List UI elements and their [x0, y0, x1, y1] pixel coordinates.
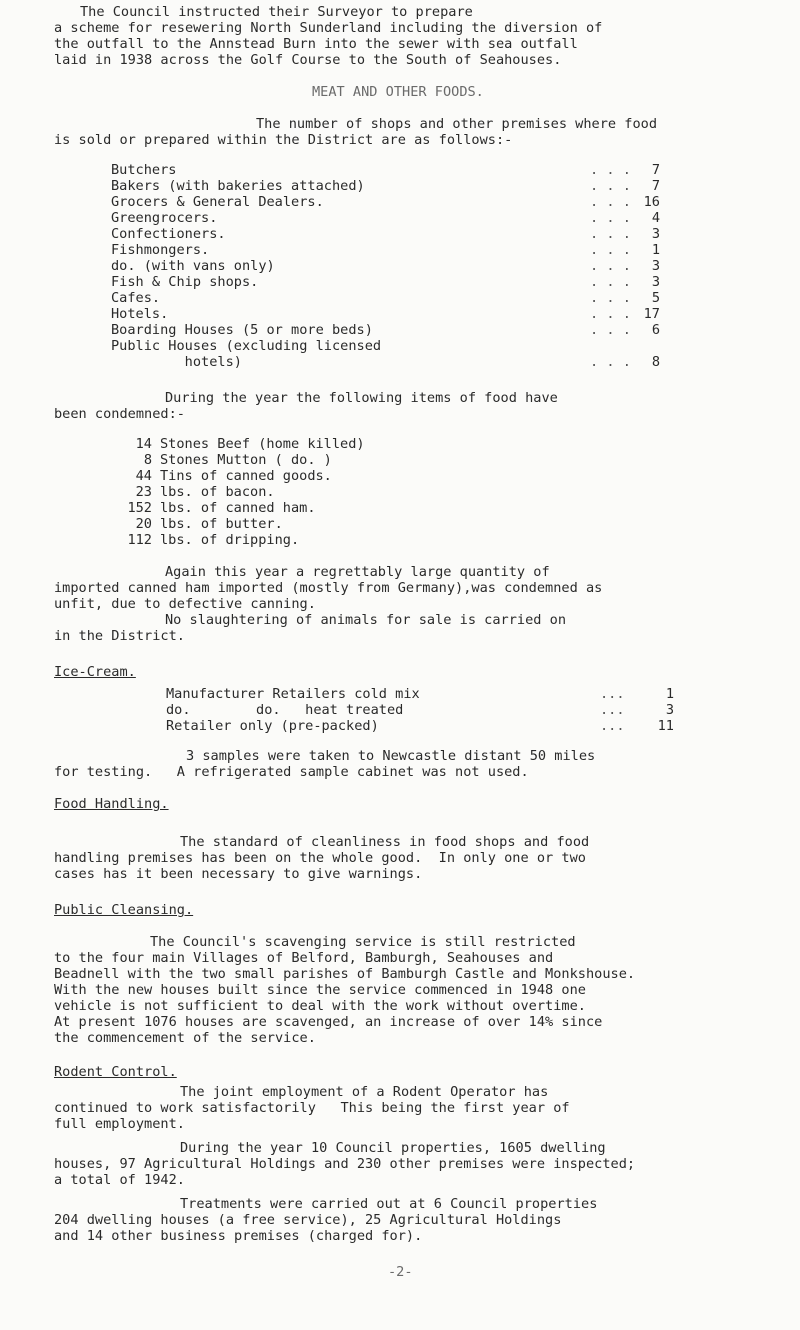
premises-label: Cafes. — [111, 290, 161, 306]
rodent-control-heading: Rodent Control. — [54, 1064, 177, 1080]
premises-label: Boarding Houses (5 or more beds) — [111, 322, 373, 338]
meat-intro-line-2: is sold or prepared within the District are as follows:- — [54, 132, 513, 148]
condemned-text: lbs. of butter. — [160, 516, 283, 532]
rodent-para1-line-2: continued to work satisfactorily This being the first year of — [54, 1100, 570, 1116]
food-handling-line-2: handling premises has been on the whole good. In only one or two — [54, 850, 586, 866]
rodent-para2-line-2: houses, 97 Agricultural Holdings and 230 other premises were inspected; — [54, 1156, 636, 1172]
public-cleansing-line-7: the commencement of the service. — [54, 1030, 316, 1046]
closing-line-1: Again this year a regrettably large quantity of — [165, 564, 550, 580]
premises-label: Greengrocers. — [111, 210, 218, 226]
condemned-qty: 8 — [143, 452, 152, 468]
ice-cream-count: 1 — [665, 686, 674, 702]
premises-label: Confectioners. — [111, 226, 226, 242]
intro-line-4: laid in 1938 across the Golf Course to the South of Seahouses. — [54, 52, 562, 68]
closing-line-5: in the District. — [54, 628, 185, 644]
rodent-para3-line-2: 204 dwelling houses (a free service), 25 Agricultural Holdings — [54, 1212, 562, 1228]
closing-line-4: No slaughtering of animals for sale is carried on — [165, 612, 567, 628]
ice-cream-count: 11 — [657, 718, 674, 734]
condemned-text: lbs. of canned ham. — [160, 500, 316, 516]
premises-label: hotels) — [111, 354, 242, 370]
intro-line-1: The Council instructed their Surveyor to prepare — [80, 4, 473, 20]
premises-label: Grocers & General Dealers. — [111, 194, 324, 210]
premises-count: 3 — [651, 226, 660, 242]
ice-cream-label: Manufacturer Retailers cold mix — [166, 686, 420, 702]
closing-line-2: imported canned ham imported (mostly from Germany),was condemned as — [54, 580, 603, 596]
condemned-text: lbs. of dripping. — [160, 532, 300, 548]
intro-line-2: a scheme for resewering North Sunderland including the diversion of — [54, 20, 603, 36]
premises-count: 7 — [651, 162, 660, 178]
rodent-para2-line-3: a total of 1942. — [54, 1172, 185, 1188]
leader-dots: . . . — [590, 258, 631, 274]
ice-cream-para-1: 3 samples were taken to Newcastle distant 50 miles — [186, 748, 596, 764]
premises-count: 17 — [643, 306, 660, 322]
leader-dots: . . . — [590, 162, 631, 178]
condemned-intro-line-2: been condemned:- — [54, 406, 185, 422]
public-cleansing-line-6: At present 1076 houses are scavenged, an increase of over 14% since — [54, 1014, 603, 1030]
condemned-qty: 44 — [135, 468, 152, 484]
page-number: -2- — [388, 1264, 413, 1280]
ice-cream-heading: Ice-Cream. — [54, 664, 136, 680]
premises-count: 1 — [651, 242, 660, 258]
premises-label: Public Houses (excluding licensed — [111, 338, 382, 354]
leader-dots: . . . — [590, 274, 631, 290]
rodent-para1-line-3: full employment. — [54, 1116, 185, 1132]
leader-dots: . . . — [590, 194, 631, 210]
leader-dots: ... — [600, 702, 625, 718]
condemned-text: Tins of canned goods. — [160, 468, 332, 484]
condemned-text: Stones Mutton ( do. ) — [160, 452, 332, 468]
food-handling-line-1: The standard of cleanliness in food shops and food — [180, 834, 590, 850]
premises-count: 16 — [643, 194, 660, 210]
intro-line-3: the outfall to the Annstead Burn into the sewer with sea outfall — [54, 36, 578, 52]
premises-count: 5 — [651, 290, 660, 306]
ice-cream-label: Retailer only (pre-packed) — [166, 718, 379, 734]
condemned-intro-line-1: During the year the following items of food have — [165, 390, 558, 406]
public-cleansing-line-2: to the four main Villages of Belford, Bamburgh, Seahouses and — [54, 950, 554, 966]
ice-cream-para-2: for testing. A refrigerated sample cabinet was not used. — [54, 764, 529, 780]
meat-heading: MEAT AND OTHER FOODS. — [312, 84, 484, 100]
leader-dots: . . . — [590, 306, 631, 322]
leader-dots: ... — [600, 686, 625, 702]
premises-label: Fish & Chip shops. — [111, 274, 259, 290]
leader-dots: . . . — [590, 226, 631, 242]
rodent-para2-line-1: During the year 10 Council properties, 1605 dwelling — [180, 1140, 606, 1156]
premises-label: Hotels. — [111, 306, 169, 322]
premises-count: 3 — [651, 274, 660, 290]
condemned-qty: 20 — [135, 516, 152, 532]
condemned-qty: 14 — [135, 436, 152, 452]
closing-line-3: unfit, due to defective canning. — [54, 596, 316, 612]
premises-count: 6 — [651, 322, 660, 338]
leader-dots: . . . — [590, 322, 631, 338]
public-cleansing-heading: Public Cleansing. — [54, 902, 194, 918]
premises-label: Fishmongers. — [111, 242, 210, 258]
rodent-para1-line-1: The joint employment of a Rodent Operator has — [180, 1084, 549, 1100]
premises-label: do. (with vans only) — [111, 258, 275, 274]
ice-cream-label: do. do. heat treated — [166, 702, 404, 718]
meat-intro-line-1: The number of shops and other premises where food — [256, 116, 658, 132]
condemned-qty: 23 — [135, 484, 152, 500]
leader-dots: . . . — [590, 178, 631, 194]
condemned-qty: 112 — [127, 532, 152, 548]
premises-label: Butchers — [111, 162, 177, 178]
condemned-text: Stones Beef (home killed) — [160, 436, 365, 452]
leader-dots: . . . — [590, 210, 631, 226]
rodent-para3-line-3: and 14 other business premises (charged for). — [54, 1228, 423, 1244]
leader-dots: . . . — [590, 354, 631, 370]
premises-count: 7 — [651, 178, 660, 194]
premises-count: 8 — [651, 354, 660, 370]
rodent-para3-line-1: Treatments were carried out at 6 Council properties — [180, 1196, 598, 1212]
leader-dots: . . . — [590, 242, 631, 258]
leader-dots: ... — [600, 718, 625, 734]
ice-cream-count: 3 — [665, 702, 674, 718]
condemned-text: lbs. of bacon. — [160, 484, 275, 500]
premises-count: 3 — [651, 258, 660, 274]
premises-label: Bakers (with bakeries attached) — [111, 178, 365, 194]
food-handling-line-3: cases has it been necessary to give warnings. — [54, 866, 423, 882]
premises-count: 4 — [651, 210, 660, 226]
public-cleansing-line-5: vehicle is not sufficient to deal with the work without overtime. — [54, 998, 586, 1014]
leader-dots: . . . — [590, 290, 631, 306]
condemned-qty: 152 — [127, 500, 152, 516]
food-handling-heading: Food Handling. — [54, 796, 169, 812]
public-cleansing-line-3: Beadnell with the two small parishes of Bamburgh Castle and Monkshouse. — [54, 966, 636, 982]
public-cleansing-line-4: With the new houses built since the service commenced in 1948 one — [54, 982, 586, 998]
public-cleansing-line-1: The Council's scavenging service is still restricted — [150, 934, 576, 950]
